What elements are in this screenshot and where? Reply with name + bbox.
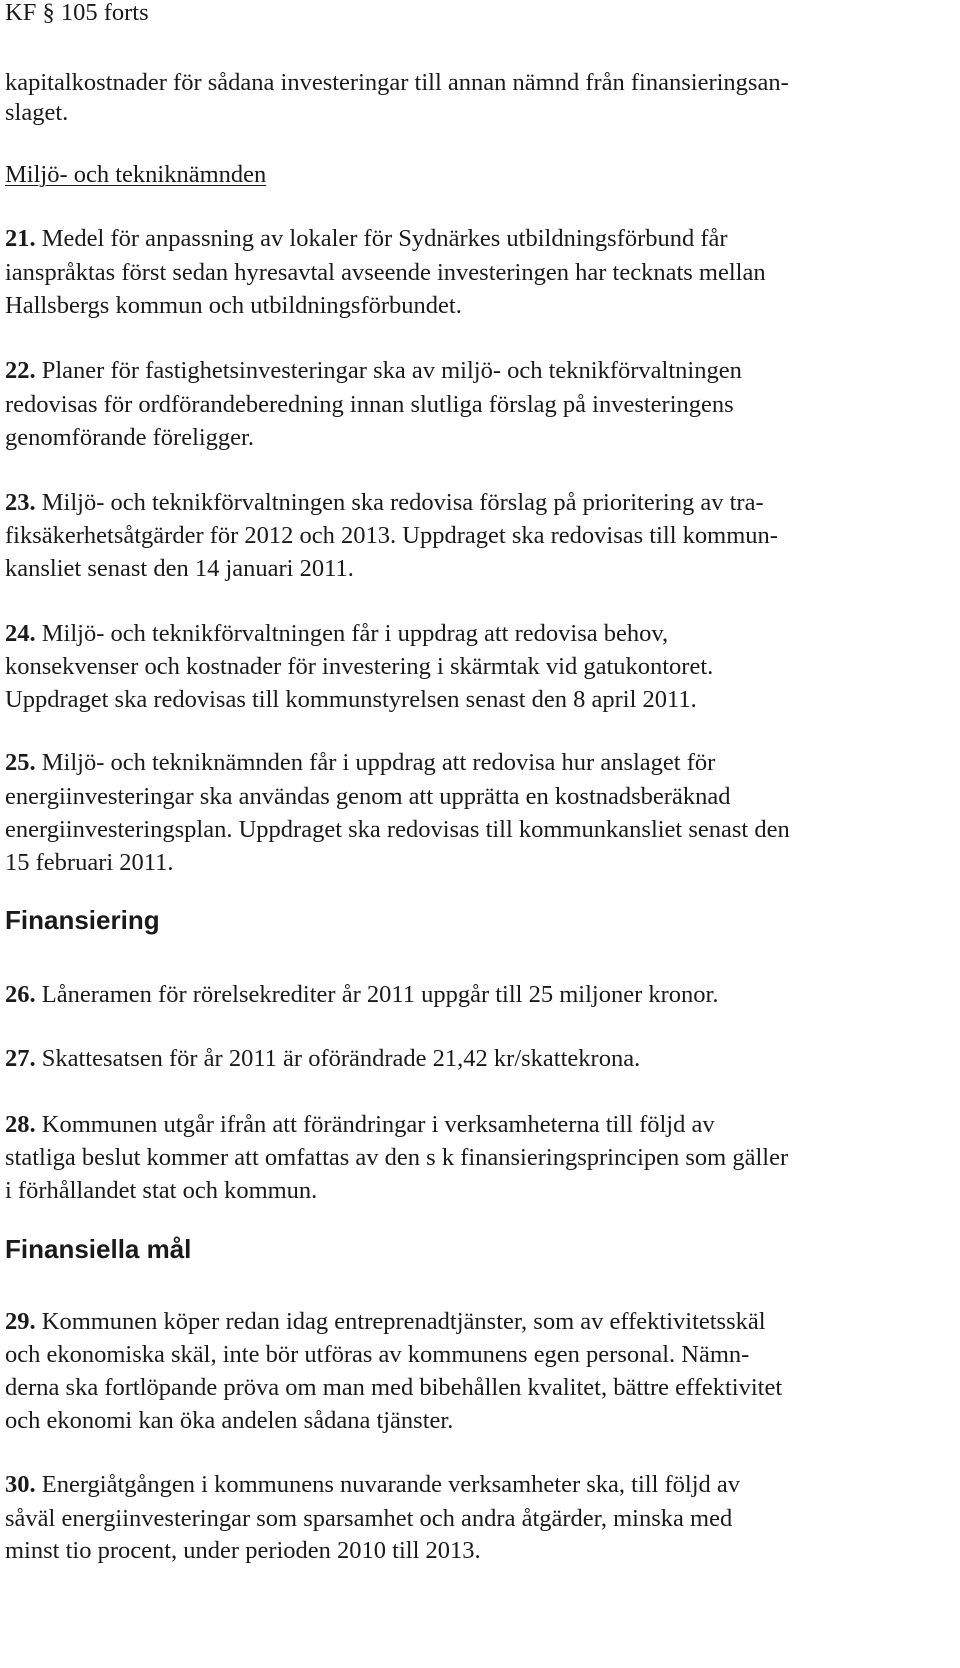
item-30-line-1 xyxy=(5,1468,740,1502)
heading-finansiering: Finansiering xyxy=(5,905,160,935)
item-text: Kommunen köper redan idag entreprenadtjänster, som av effektivitetsskäl xyxy=(35,1308,766,1335)
intro-line-1: kapitalkostnader för sådana investeringar till annan nämnd från finansieringsan- xyxy=(5,69,789,96)
section-title-miljo: Miljö- och tekniknämnden xyxy=(5,161,267,188)
item-29-line-1 xyxy=(5,1305,766,1339)
item-text: Låneramen för rörelsekrediter år 2011 uppgår till 25 miljoner kronor. xyxy=(35,981,719,1008)
item-text: Miljö- och teknikförvaltningen ska redovisa förslag på prioritering av tra- xyxy=(35,489,764,516)
item-text: Medel för anpassning av lokaler för Sydnärkes utbildningsförbund får xyxy=(35,225,728,252)
item-25-line-1 xyxy=(5,746,715,780)
item-24-line-1 xyxy=(5,617,668,651)
item-text: Miljö- och tekniknämnden får i uppdrag att redovisa hur anslaget för xyxy=(35,749,716,776)
item-29-line-4: och ekonomi kan öka andelen sådana tjänster. xyxy=(5,1407,454,1434)
item-28-line-2: statliga beslut kommer att omfattas av den s k finansieringsprincipen som gäller xyxy=(5,1144,789,1171)
item-29-line-3: derna ska fortlöpande pröva om man med bibehållen kvalitet, bättre effektivitet xyxy=(5,1374,783,1401)
item-number: 27. xyxy=(5,1045,36,1072)
item-25-line-2: energiinvesteringar ska användas genom att upprätta en kostnadsberäknad xyxy=(5,783,731,810)
item-24-line-2: konsekvenser och kostnader för investering i skärmtak vid gatukontoret. xyxy=(5,653,714,680)
item-24-line-3: Uppdraget ska redovisas till kommunstyrelsen senast den 8 april 2011. xyxy=(5,686,697,713)
item-28-line-3: i förhållandet stat och kommun. xyxy=(5,1177,318,1204)
item-22-line-2: redovisas för ordförandeberedning innan slutliga förslag på investeringens xyxy=(5,391,734,418)
item-number: 30. xyxy=(5,1471,36,1498)
item-29-line-2: och ekonomiska skäl, inte bör utföras av kommunens egen personal. Nämn- xyxy=(5,1341,750,1368)
item-number: 21. xyxy=(5,225,36,252)
item-text: Skattesatsen för år 2011 är oförändrade 21,42 kr/skattekrona. xyxy=(35,1045,641,1072)
item-number: 26. xyxy=(5,981,36,1008)
item-30-line-3: minst tio procent, under perioden 2010 till 2013. xyxy=(5,1537,481,1564)
item-27-line-1 xyxy=(5,1042,640,1076)
item-21-line-2: ianspråktas först sedan hyresavtal avseende investeringen har tecknats mellan xyxy=(5,259,766,286)
heading-finansiella-mal: Finansiella mål xyxy=(5,1234,192,1264)
item-23-line-3: kansliet senast den 14 januari 2011. xyxy=(5,555,354,582)
item-23-line-1 xyxy=(5,486,764,520)
item-text: Kommunen utgår ifrån att förändringar i verksamheterna till följd av xyxy=(35,1111,715,1138)
item-text: Miljö- och teknikförvaltningen får i uppdrag att redovisa behov, xyxy=(35,620,669,647)
item-number: 28. xyxy=(5,1111,36,1138)
item-text: Planer för fastighetsinvesteringar ska av miljö- och teknikförvaltningen xyxy=(35,357,742,384)
item-21-line-3: Hallsbergs kommun och utbildningsförbundet. xyxy=(5,292,462,319)
item-number: 24. xyxy=(5,620,36,647)
item-number: 22. xyxy=(5,357,36,384)
item-number: 25. xyxy=(5,749,36,776)
item-number: 29. xyxy=(5,1308,36,1335)
item-25-line-4: 15 februari 2011. xyxy=(5,849,174,876)
item-26-line-1 xyxy=(5,978,718,1012)
item-25-line-3: energiinvesteringsplan. Uppdraget ska redovisas till kommunkansliet senast den xyxy=(5,816,790,843)
item-28-line-1 xyxy=(5,1108,715,1142)
page-header: KF § 105 forts xyxy=(5,0,149,26)
item-22-line-1 xyxy=(5,354,742,388)
item-23-line-2: fiksäkerhetsåtgärder för 2012 och 2013. Uppdraget ska redovisas till kommun- xyxy=(5,522,778,549)
item-text: Energiåtgången i kommunens nuvarande verksamheter ska, till följd av xyxy=(35,1471,741,1498)
item-22-line-3: genomförande föreligger. xyxy=(5,424,254,451)
intro-line-2: slaget. xyxy=(5,99,69,126)
item-number: 23. xyxy=(5,489,36,516)
item-21-line-1 xyxy=(5,222,728,256)
item-30-line-2: såväl energiinvesteringar som sparsamhet och andra åtgärder, minska med xyxy=(5,1505,733,1532)
